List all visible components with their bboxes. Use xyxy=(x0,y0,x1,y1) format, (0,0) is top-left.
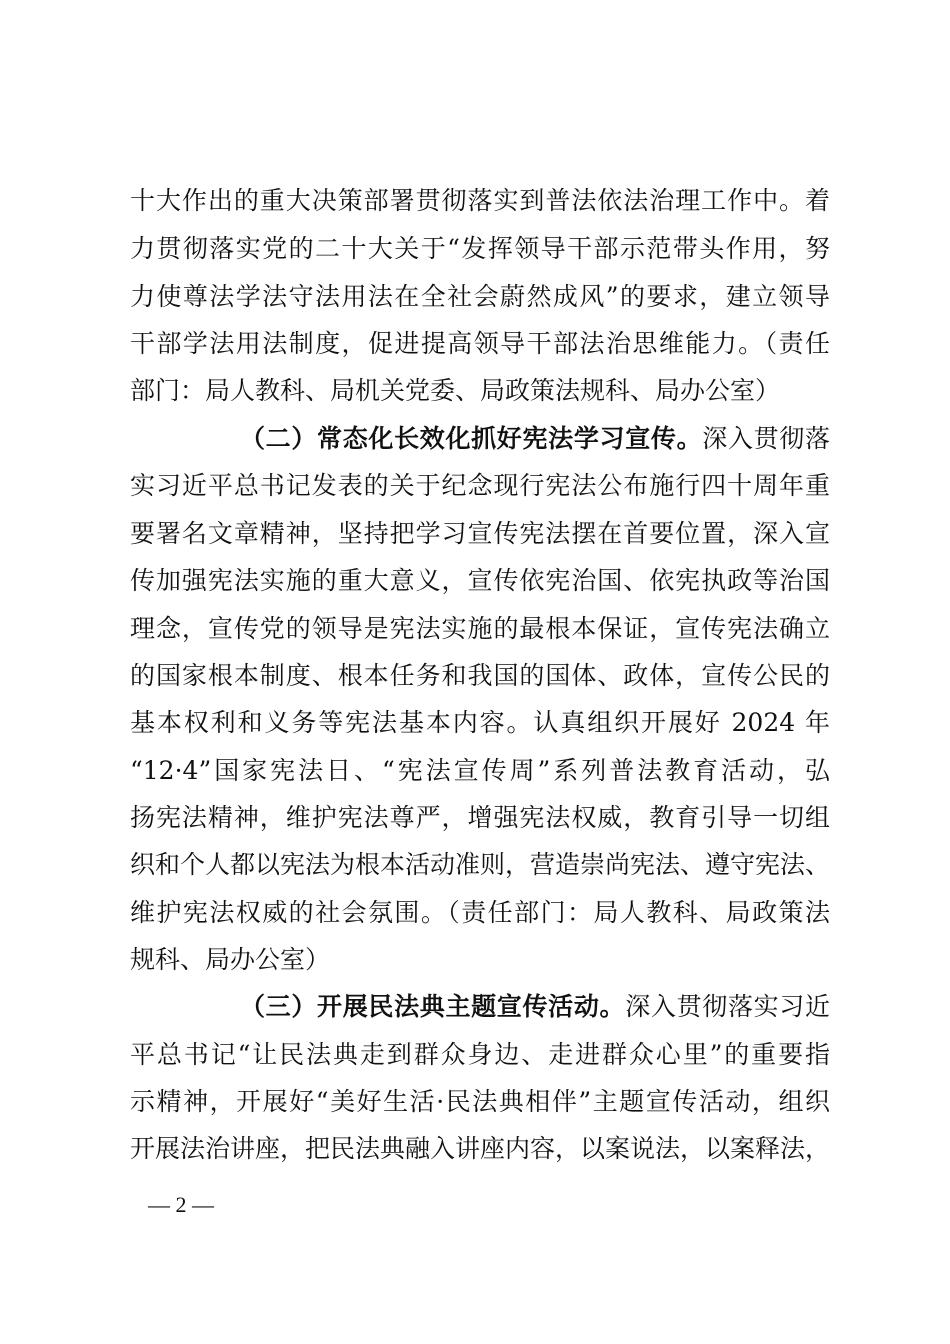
page-number: — 2 — xyxy=(148,1192,214,1217)
paragraph-1-line-5: 部门：局人教科、局机关党委、局政策法规科、局办公室） xyxy=(130,376,781,405)
paragraph-3-line-4: 开展法治讲座，把民法典融入讲座内容，以案说法，以案释法， xyxy=(130,1134,831,1163)
paragraph-2-line-11: 维护宪法权威的社会氛围。（责任部门：局人教科、局政策法 xyxy=(130,898,830,927)
paragraph-3-heading: （三）开展民法典主题宣传活动。 xyxy=(240,992,626,1021)
paragraph-2-line-2: 实习近平总书记发表的关于纪念现行宪法公布施行四十周年重 xyxy=(130,471,830,500)
paragraph-1-line-3: 力使尊法学法守法用法在全社会蔚然成风”的要求，建立领导 xyxy=(130,282,830,311)
paragraph-2-heading: （二）常态化长效化抓好宪法学习宣传。 xyxy=(240,424,703,453)
paragraph-1-line-2: 力贯彻落实党的二十大关于“发挥领导干部示范带头作用，努 xyxy=(130,234,830,263)
paragraph-2-first-line-rest: 深入贯彻落 xyxy=(702,424,830,453)
paragraph-2-line-5: 理念，宣传党的领导是宪法实施的最根本保证，宣传宪法确立 xyxy=(130,614,830,643)
paragraph-2-line-12: 规科、局办公室） xyxy=(130,945,331,974)
paragraph-1-line-4: 干部学法用法制度，促进提高领导干部法治思维能力。（责任 xyxy=(130,329,830,358)
paragraph-2-line-3: 要署名文章精神，坚持把学习宣传宪法摆在首要位置，深入宣 xyxy=(130,519,830,548)
paragraph-2-line-10: 织和个人都以宪法为根本活动准则，营造崇尚宪法、遵守宪法、 xyxy=(130,850,831,879)
paragraph-2-line-1 xyxy=(240,416,830,462)
paragraph-3-line-3: 示精神，开展好“美好生活·民法典相伴”主题宣传活动，组织 xyxy=(130,1087,830,1116)
paragraph-3-first-line-rest: 深入贯彻落实习近 xyxy=(625,992,830,1021)
paragraph-2-line-8: “12·4”国家宪法日、“宪法宣传周”系列普法教育活动，弘 xyxy=(130,756,830,785)
paragraph-3-line-2: 平总书记“让民法典走到群众身边、走进群众心里”的重要指 xyxy=(130,1040,830,1069)
paragraph-2-line-7: 基本权利和义务等宪法基本内容。认真组织开展好 2024 年 xyxy=(130,708,830,737)
paragraph-3-line-1 xyxy=(240,984,830,1030)
paragraph-2-line-9: 扬宪法精神，维护宪法尊严，增强宪法权威，教育引导一切组 xyxy=(130,803,830,832)
paragraph-2-line-4: 传加强宪法实施的重大意义，宣传依宪治国、依宪执政等治国 xyxy=(130,566,830,595)
paragraph-1-line-1: 十大作出的重大决策部署贯彻落实到普法依法治理工作中。着 xyxy=(130,186,830,215)
paragraph-2-line-6: 的国家根本制度、根本任务和我国的国体、政体，宣传公民的 xyxy=(130,661,830,690)
